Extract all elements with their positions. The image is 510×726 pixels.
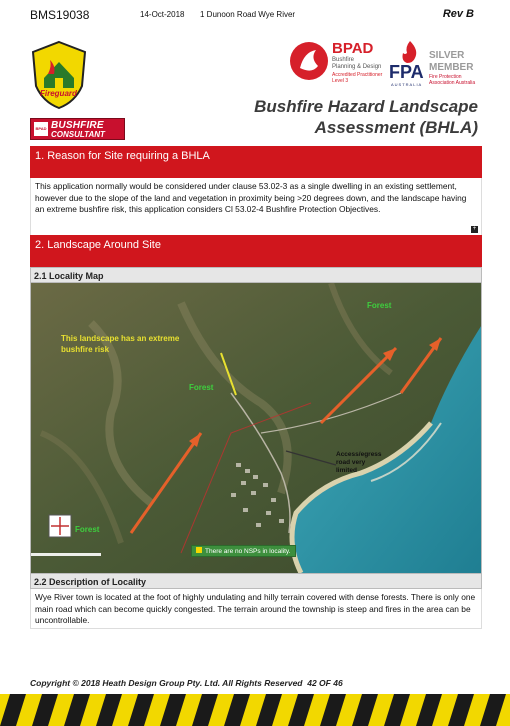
- bpad-line2: Planning & Design: [332, 64, 382, 70]
- access-annotation: [336, 451, 382, 475]
- fireguard-logo: [30, 40, 88, 110]
- copyright-footer: [30, 678, 343, 688]
- page-number: 42 OF 46: [307, 678, 343, 688]
- access-annotation-line2: road very: [336, 459, 366, 466]
- bpad-line4: Level 3: [332, 78, 349, 84]
- bpad-name: BPAD: [332, 40, 374, 57]
- access-annotation-line1: Access/egress: [336, 451, 382, 458]
- document-header: [30, 8, 480, 24]
- north-arrow-icon: [49, 515, 71, 537]
- document-date: 14-Oct-2018: [140, 10, 185, 19]
- page-title-line1: Bushfire Hazard Landscape: [254, 97, 478, 116]
- forest-label: Forest: [189, 383, 214, 392]
- forest-label: Forest: [367, 301, 392, 310]
- site-address: 1 Dunoon Road Wye River: [200, 10, 296, 19]
- fpa-country: AUSTRALIA: [391, 82, 423, 87]
- locality-description-heading: 2.2 Description of Locality: [30, 573, 482, 589]
- document-id: BMS19038: [30, 8, 90, 22]
- nsp-note-text: There are no NSPs in locality.: [205, 548, 291, 555]
- bpad-line3: Accredited Practitioner: [332, 72, 383, 78]
- fpa-line2: Association Australia: [429, 80, 476, 86]
- copyright-text: Copyright © 2018 Heath Design Group Pty. Ltd. All Rights Reserved: [30, 678, 303, 688]
- bpad-line1: Bushfire: [332, 57, 355, 63]
- section1-text: This application normally would be considered under clause 53.02-3 as a single dwelling in an existing settlement, however due to the slope of the land and vegetation in proximity being >20 degrees down, and the landscape having an extreme bushfire risk, this application considers Cl 53.02-4 Bushfire Protection Objectives.: [35, 181, 467, 214]
- section2-heading: 2. Landscape Around Site: [30, 235, 482, 255]
- locality-map-heading: 2.1 Locality Map: [30, 267, 482, 283]
- extreme-risk-annotation-line1: This landscape has an extreme: [61, 334, 180, 343]
- section1-body: [30, 178, 482, 235]
- revision-label: Rev B: [442, 8, 474, 20]
- fpa-silver: SILVER: [429, 50, 465, 61]
- flame-icon: [395, 40, 425, 64]
- bpad-emblem: [290, 42, 328, 80]
- section1-heading: 1. Reason for Site requiring a BHLA: [30, 146, 482, 166]
- bushfire-consultant-line2: CONSULTANT: [51, 130, 105, 139]
- bushfire-consultant-line1: BUSHFIRE: [51, 120, 104, 131]
- access-annotation-line3: limited: [336, 467, 357, 474]
- expand-icon[interactable]: +: [472, 226, 477, 232]
- fpa-line1: Fire Protection: [429, 74, 462, 80]
- fireguard-wordmark: Fireguard: [40, 89, 77, 98]
- nsp-note: [191, 545, 296, 557]
- fpa-member: MEMBER: [429, 62, 474, 73]
- forest-label: Forest: [75, 525, 100, 534]
- extreme-risk-annotation-line2: bushfire risk: [61, 345, 110, 354]
- page-title-line2: Assessment (BHLA): [314, 118, 478, 137]
- fpa-silver-member-logo: [389, 40, 484, 92]
- main-content: [30, 146, 482, 629]
- hazard-stripe-footer: [0, 694, 510, 726]
- locality-map: [30, 283, 482, 573]
- section1-header-spacer: [30, 166, 482, 178]
- scale-bar: [31, 553, 101, 556]
- bpad-mini-badge: BPAD: [34, 122, 48, 136]
- bpad-logo: [290, 40, 390, 92]
- bushfire-consultant-logo: [30, 118, 125, 140]
- locality-description: Wye River town is located at the foot of highly undulating and hilly terrain covered with dense forests. There is only one main road which can become quickly congested. The terrain around the township is steep and fires in the area can be uncontrollable.: [30, 589, 482, 629]
- fpa-wordmark: FPA: [389, 62, 424, 82]
- note-marker-icon: [196, 547, 202, 553]
- section2-header-spacer: [30, 255, 482, 267]
- extreme-risk-annotation: [61, 333, 179, 355]
